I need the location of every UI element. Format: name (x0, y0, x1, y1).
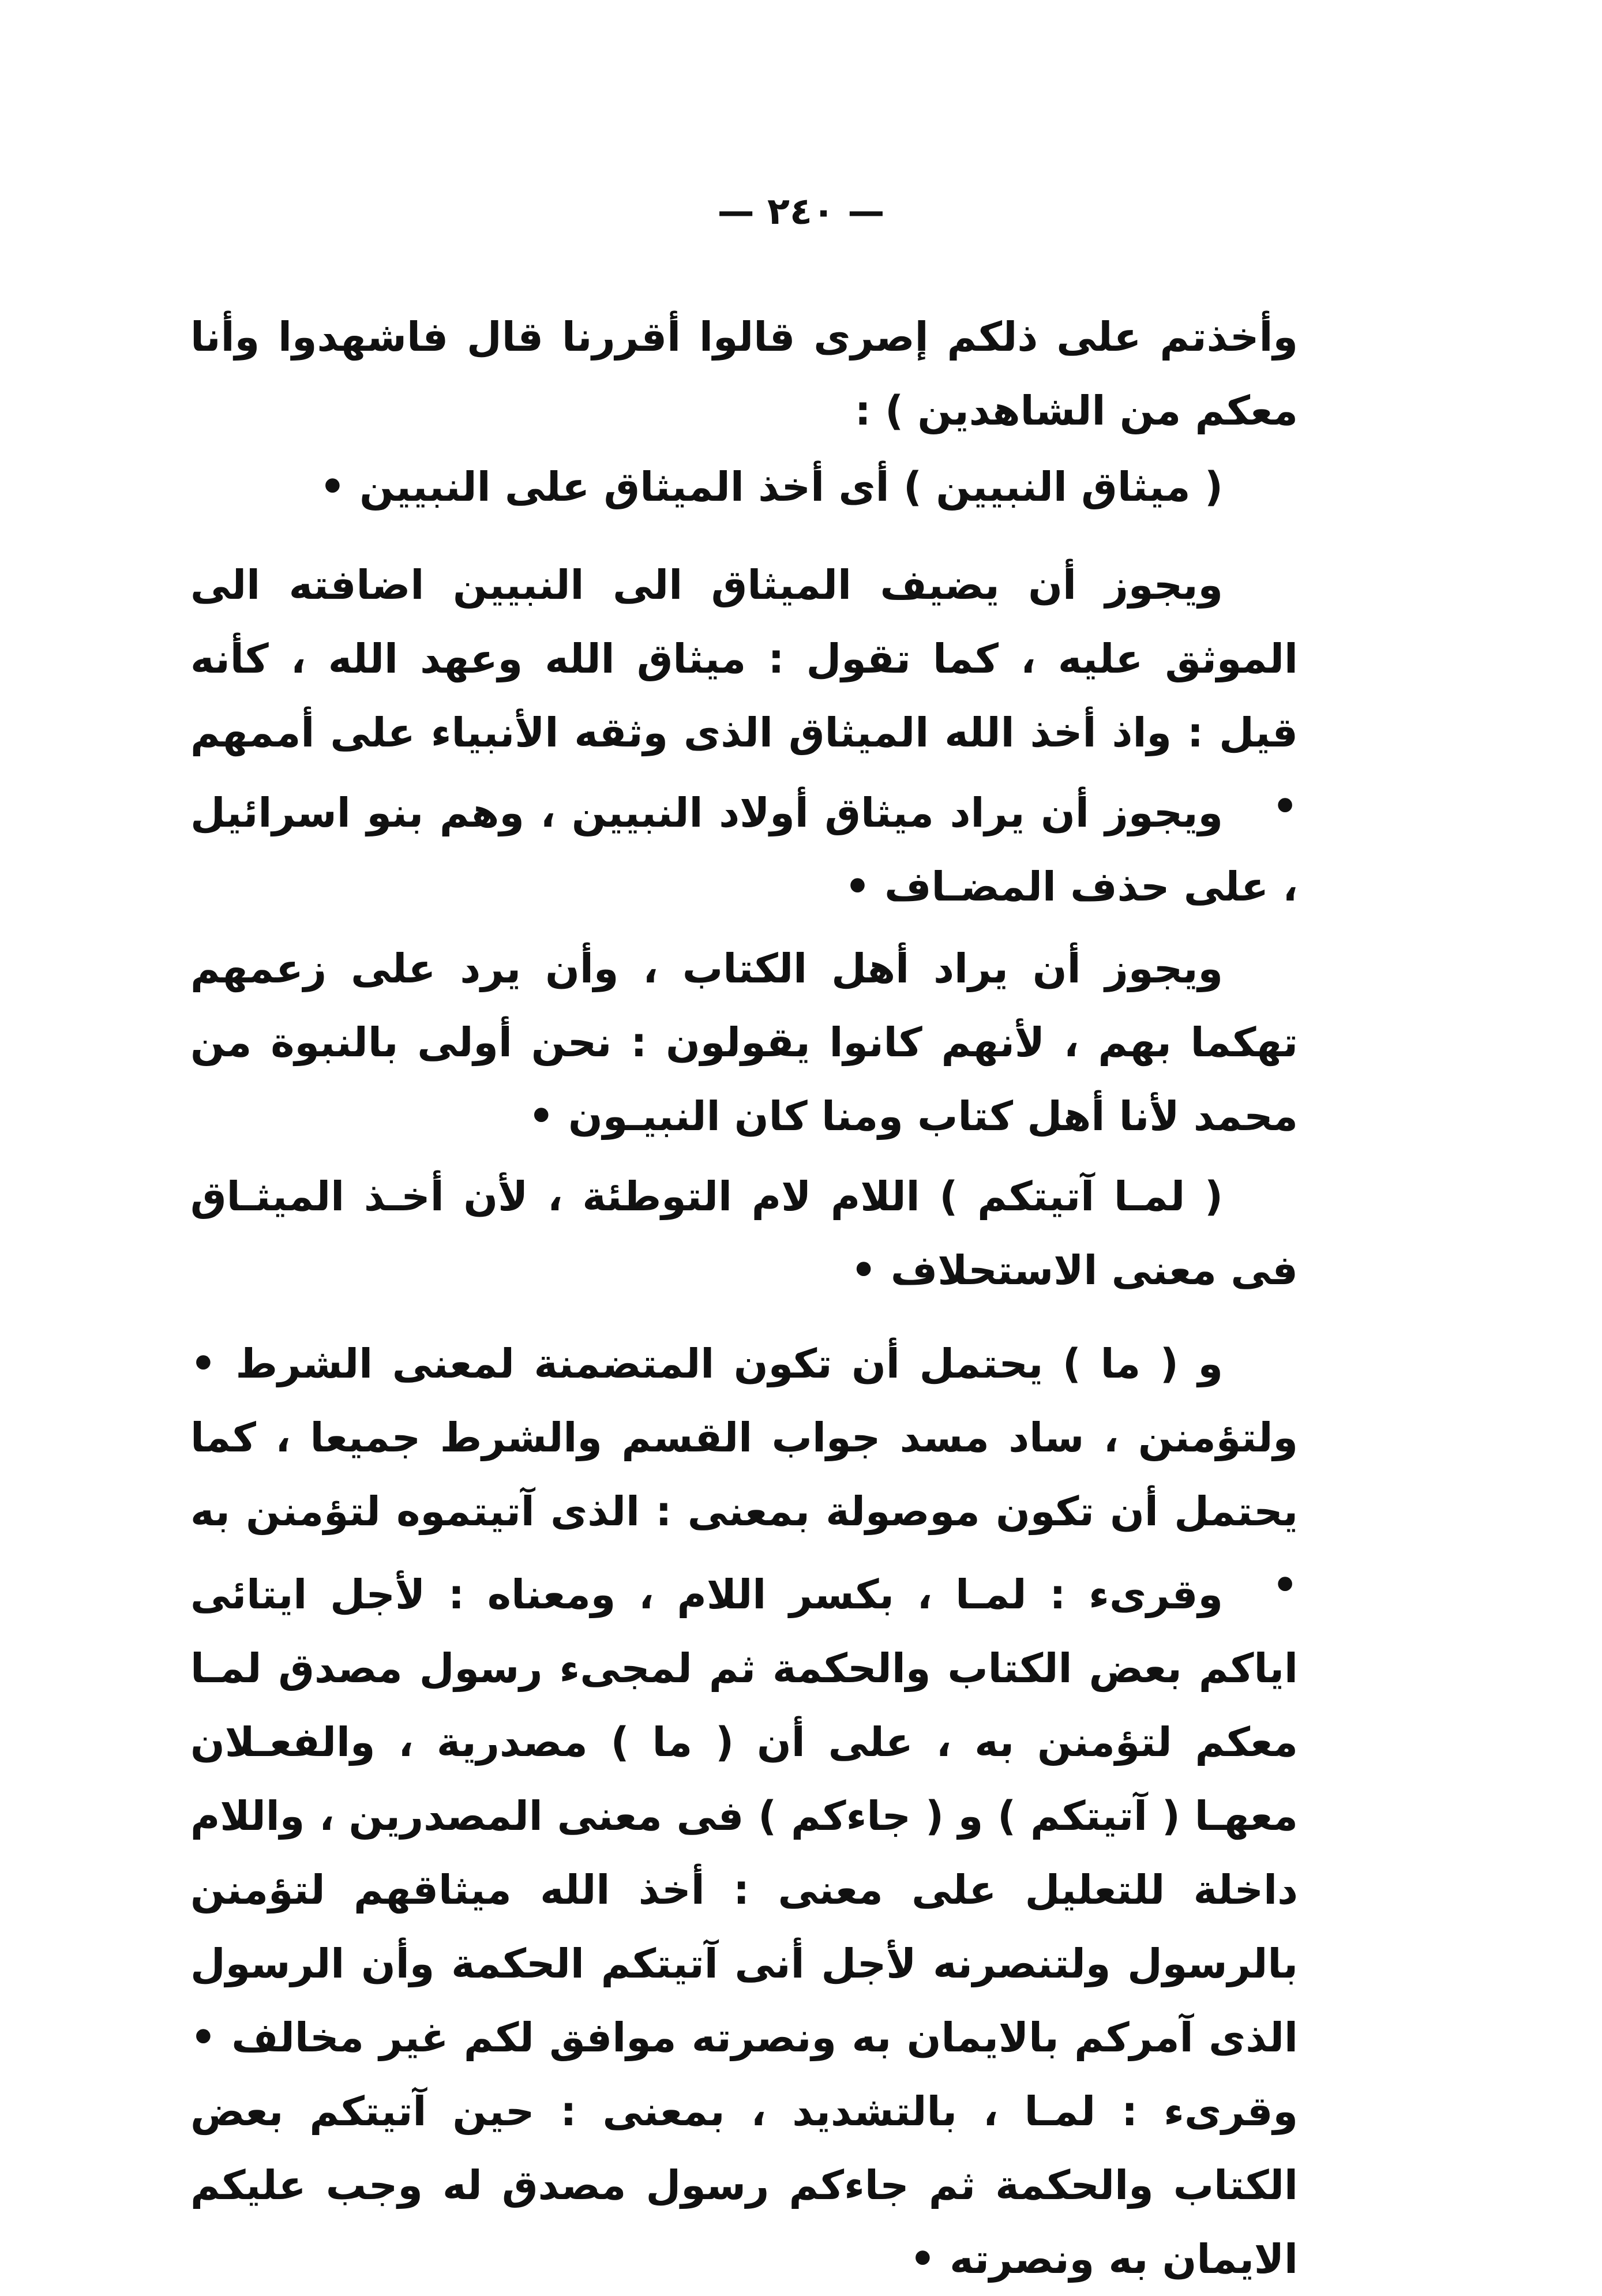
paragraph-mithaq-definition: ( ميثاق النبيين ) أى أخذ الميثاق على النبيين • (319, 463, 1223, 511)
paragraph-bani-israil: ويجوز أن يراد ميثاق أولاد النبيين ، وهم بنو اسرائيل ، على حذف المضـاف • (190, 789, 1298, 910)
paragraph-verse-continuation: وأخذتم على ذلكم إصرى قالوا أقررنا قال فاشهدوا وأنا معكم من الشاهدين ) : (190, 313, 1298, 434)
paragraph-ahl-alkitab: ويجوز أن يراد أهل الكتاب ، وأن يرد على زعمهم تهكما بهم ، لأنهم كانوا يقولون : نحن أولى بالنبوة من محمد لأنا أهل كتاب ومنا كان النبيـون • (190, 945, 1298, 1140)
paragraph-idafa-explanation: ويجوز أن يضيف الميثاق الى النبيين اضافته الى الموثق عليه ، كما تقول : ميثاق الله وعهد الله ، كأنه قيل : واذ أخذ الله الميثاق الذى وثقه الأنبياء على أممهم • (190, 561, 1298, 830)
paragraph-qiraat: وقرىء : لمـا ، بكسر اللام ، ومعناه : لأجل ايتائى اياكم بعض الكتاب والحكمة ثم لمجىء رسول مصدق لمـا معكم لتؤمنن به ، على أن ( ما ) مصدرية ، والفعـلان معهـا ( آتيتكم ) و ( جاءكم ) فى معنى المصدرين ، واللام داخلة للتعليل على معنى : أخذ الله ميثاقهم لتؤمنن بالرسول ولتنصرنه لأجل أنى آتيتكم الحكمة وأن الرسول الذى آمركم بالايمان به ونصرته موافق لكم غير مخالف • وقرىء : لمـا ، بالتشديد ، بمعنى : حين آتيتكم بعض الكتاب والحكمة ثم جاءكم رسول مصدق له وجب عليكم الايمان به ونصرته • (190, 1571, 1298, 2283)
paragraph-lam-tawti-a: ( لمـا آتيتكم ) اللام لام التوطئة ، لأن أخـذ الميثـاق فى معنى الاستحلاف • (190, 1173, 1298, 1294)
page-number: — ٢٤٠ — (717, 190, 885, 233)
paragraph-ma-conditional: و ( ما ) يحتمل أن تكون المتضمنة لمعنى الشرط • ولتؤمنن ، ساد مسد جواب القسم والشرط جميعا ، كما يحتمل أن تكون موصولة بمعنى : الذى آتيتموه لتؤمنن به • (190, 1340, 1298, 1609)
